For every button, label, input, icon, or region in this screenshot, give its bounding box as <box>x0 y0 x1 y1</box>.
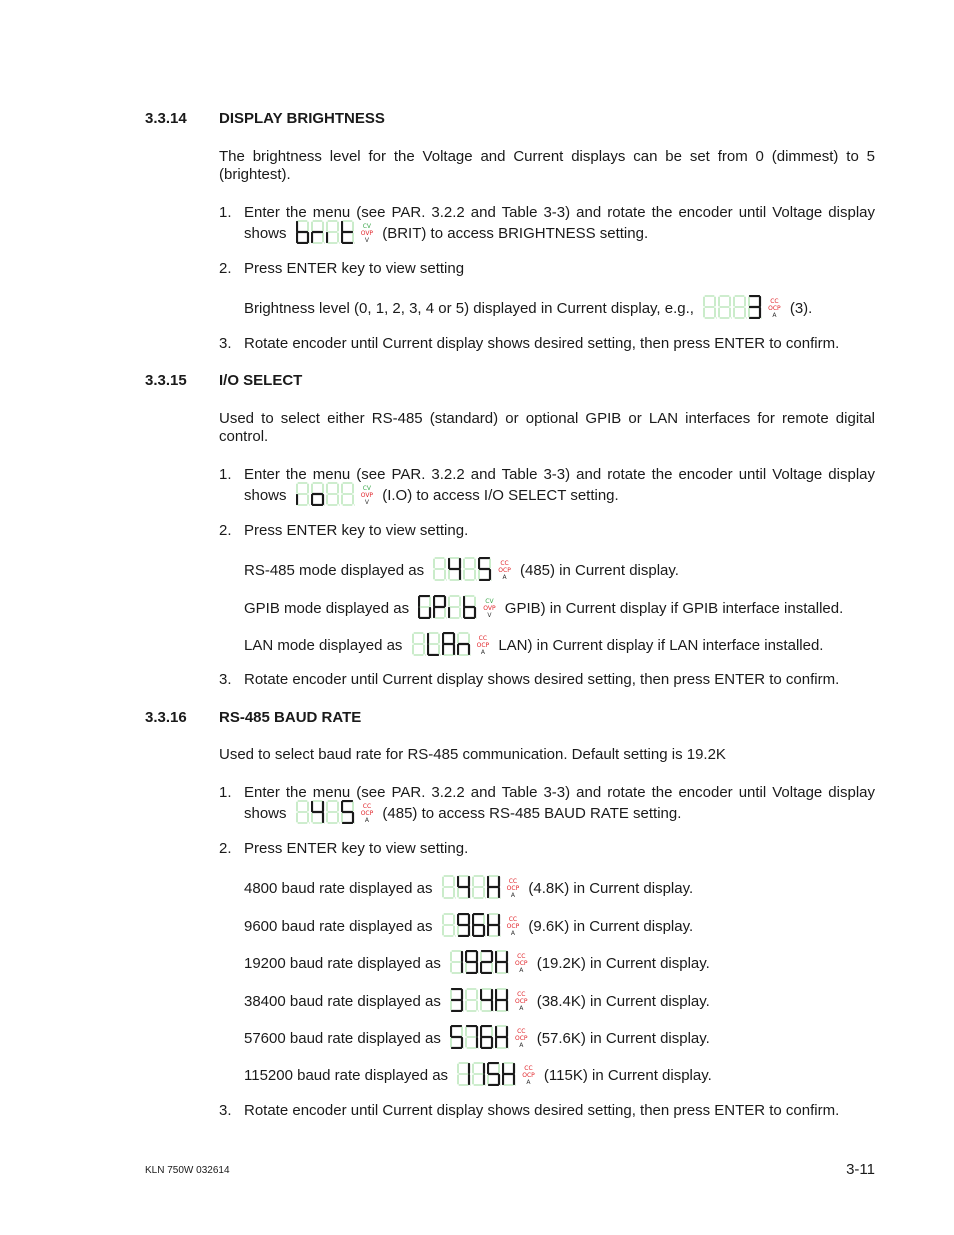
baud-text: 19200 baud rate displayed as <box>244 954 441 972</box>
indicator-label: A <box>510 892 515 899</box>
seven-segment-digit <box>478 557 492 581</box>
step-text: Press ENTER key to view setting <box>244 260 465 277</box>
seven-segment-digit <box>718 295 732 319</box>
indicator-label: A <box>519 1005 524 1012</box>
indicator-label: A <box>510 930 515 937</box>
seven-segment-digit <box>502 1062 516 1086</box>
baud-line <box>244 915 693 939</box>
section-intro: The brightness level for the Voltage and Current displays can be set from 0 (dimmest) to 5 (brightest). <box>219 148 875 183</box>
indicator-label: A <box>519 967 524 974</box>
display-digits <box>412 632 471 656</box>
mode-indicators <box>515 991 528 1012</box>
indicator-label: CC <box>508 916 518 923</box>
step-3 <box>219 671 875 689</box>
seven-segment-digit <box>463 595 477 619</box>
step-text: Rotate encoder until Current display shows desired setting, then press ENTER to confirm. <box>244 671 840 688</box>
baud-line <box>244 1027 710 1051</box>
display-digits <box>296 482 355 506</box>
current-display <box>442 913 520 937</box>
baud-text: 38400 baud rate displayed as <box>244 992 441 1010</box>
seven-segment-digit <box>326 800 340 824</box>
step-2 <box>219 522 875 540</box>
current-display <box>450 988 528 1012</box>
step-number: 1. <box>219 466 232 483</box>
mode-indicators <box>477 635 490 656</box>
indicator-label: CV <box>485 598 494 605</box>
step-text-tail: (BRIT) to access BRIGHTNESS setting. <box>382 224 649 242</box>
indicator-label: OCP <box>476 642 490 649</box>
current-display <box>442 875 520 899</box>
baud-text-tail: (38.4K) in Current display. <box>536 992 710 1010</box>
current-display <box>418 595 495 619</box>
baud-line <box>244 990 710 1014</box>
step-text: Enter the menu (see PAR. 3.2.2 and Table 3-3) and rotate the encoder until Voltage display shows <box>244 204 875 242</box>
step-text-tail: (485) to access RS-485 BAUD RATE setting. <box>382 804 682 822</box>
step-number: 3. <box>219 1102 232 1119</box>
footer-page-number: 3-11 <box>846 1161 875 1178</box>
seven-segment-digit <box>450 950 464 974</box>
seven-segment-digit <box>463 557 477 581</box>
seven-segment-digit <box>472 875 486 899</box>
sub-text-tail: GPIB) in Current display if GPIB interface installed. <box>504 599 844 617</box>
section-title: RS-485 BAUD RATE <box>219 709 362 726</box>
indicator-label: OVP <box>360 230 374 237</box>
voltage-display <box>296 220 373 244</box>
mode-indicators <box>507 916 520 937</box>
seven-segment-digit <box>311 220 325 244</box>
baud-text: 115200 baud rate displayed as <box>244 1066 449 1084</box>
indicator-label: OCP <box>506 885 520 892</box>
seven-segment-digit <box>465 988 479 1012</box>
indicator-label: CC <box>362 803 372 810</box>
indicator-label: CC <box>524 1065 533 1072</box>
current-display <box>450 1025 528 1049</box>
sub-text-tail: LAN) in Current display if LAN interface installed. <box>498 636 824 654</box>
seven-segment-digit <box>495 1025 509 1049</box>
step-text: Press ENTER key to view setting. <box>244 840 469 857</box>
baud-text: 9600 baud rate displayed as <box>244 917 433 935</box>
seven-segment-digit <box>427 632 441 656</box>
baud-text-tail: (57.6K) in Current display. <box>536 1029 710 1047</box>
seven-segment-digit <box>433 595 447 619</box>
mode-indicators <box>522 1065 535 1086</box>
indicator-label: OCP <box>498 567 511 574</box>
display-digits <box>442 875 501 899</box>
seven-segment-digit <box>311 800 325 824</box>
seven-segment-digit <box>418 595 432 619</box>
seven-segment-digit <box>487 913 501 937</box>
seven-segment-digit <box>733 295 747 319</box>
seven-segment-digit <box>311 482 325 506</box>
seven-segment-digit <box>457 875 471 899</box>
step-number: 1. <box>219 784 232 801</box>
sub-line <box>244 559 679 583</box>
section-number: 3.3.14 <box>145 110 187 127</box>
step-text: Press ENTER key to view setting. <box>244 522 469 539</box>
step-number: 2. <box>219 260 232 277</box>
step-number: 3. <box>219 671 232 688</box>
seven-segment-digit <box>465 1025 479 1049</box>
baud-text-tail: (4.8K) in Current display. <box>528 879 694 897</box>
indicator-label: CC <box>770 298 779 305</box>
step-3 <box>219 1102 875 1120</box>
step-number: 3. <box>219 335 232 352</box>
seven-segment-digit <box>450 1025 464 1049</box>
mode-indicators <box>361 803 374 824</box>
sub-text: GPIB mode displayed as <box>244 599 410 617</box>
indicator-label: A <box>502 574 507 581</box>
seven-segment-digit <box>296 800 310 824</box>
seven-segment-digit <box>457 913 471 937</box>
indicator-label: OCP <box>506 923 520 930</box>
indicator-label: OCP <box>515 960 528 967</box>
seven-segment-digit <box>495 988 509 1012</box>
seven-segment-digit <box>495 950 509 974</box>
indicator-label: A <box>526 1079 531 1086</box>
baud-text-tail: (9.6K) in Current display. <box>528 917 694 935</box>
step-2 <box>219 260 875 278</box>
sub-line <box>244 297 812 321</box>
seven-segment-digit <box>296 482 310 506</box>
seven-segment-digit <box>450 988 464 1012</box>
mode-indicators <box>361 485 373 506</box>
baud-text: 4800 baud rate displayed as <box>244 879 433 897</box>
current-display <box>703 295 781 319</box>
baud-line <box>244 877 693 901</box>
sub-line <box>244 597 843 621</box>
indicator-label: V <box>364 499 369 506</box>
seven-segment-digit <box>341 220 355 244</box>
voltage-display <box>296 482 373 506</box>
sub-text-tail: (3). <box>789 299 813 317</box>
step-text: Rotate encoder until Current display shows desired setting, then press ENTER to confirm. <box>244 335 840 352</box>
indicator-label: CC <box>508 878 518 885</box>
display-digits <box>450 950 509 974</box>
indicator-label: A <box>519 1042 524 1049</box>
seven-segment-digit <box>448 595 462 619</box>
step-text-tail: (I.O) to access I/O SELECT setting. <box>382 486 619 504</box>
mode-indicators <box>483 598 495 619</box>
current-display <box>296 800 374 824</box>
indicator-label: A <box>772 312 777 319</box>
seven-segment-digit <box>465 950 479 974</box>
section-number: 3.3.16 <box>145 709 187 726</box>
indicator-label: CV <box>362 223 372 230</box>
mode-indicators <box>768 298 781 319</box>
section-number: 3.3.15 <box>145 372 187 389</box>
mode-indicators <box>498 560 511 581</box>
section-intro: Used to select baud rate for RS-485 communication. Default setting is 19.2K <box>219 746 726 763</box>
step-2 <box>219 840 875 858</box>
step-1 <box>219 466 875 508</box>
seven-segment-digit <box>480 1025 494 1049</box>
step-1 <box>219 204 875 246</box>
seven-segment-digit <box>703 295 717 319</box>
indicator-label: CC <box>517 991 526 998</box>
sub-text-tail: (485) in Current display. <box>519 561 679 579</box>
seven-segment-digit <box>472 1062 486 1086</box>
section-intro: Used to select either RS-485 (standard) or optional GPIB or LAN interfaces for remote digital control. <box>219 410 875 445</box>
step-text: Enter the menu (see PAR. 3.2.2 and Table 3-3) and rotate the encoder until Voltage display shows <box>244 466 875 504</box>
display-digits <box>442 913 501 937</box>
seven-segment-digit <box>442 875 456 899</box>
seven-segment-digit <box>341 482 355 506</box>
seven-segment-digit <box>487 875 501 899</box>
baud-text: 57600 baud rate displayed as <box>244 1029 441 1047</box>
indicator-label: V <box>487 612 492 619</box>
indicator-label: CC <box>517 953 526 960</box>
baud-text-tail: (19.2K) in Current display. <box>536 954 710 972</box>
seven-segment-digit <box>412 632 426 656</box>
seven-segment-digit <box>448 557 462 581</box>
baud-text-tail: (115K) in Current display. <box>543 1066 712 1084</box>
indicator-label: OCP <box>515 1035 528 1042</box>
seven-segment-digit <box>457 632 471 656</box>
baud-line <box>244 1064 712 1088</box>
indicator-label: OCP <box>768 305 781 312</box>
display-digits <box>450 988 509 1012</box>
current-display <box>450 950 528 974</box>
section-title: I/O SELECT <box>219 372 303 389</box>
indicator-label: A <box>364 817 370 824</box>
sub-text: LAN mode displayed as <box>244 636 403 654</box>
indicator-label: CV <box>362 485 372 492</box>
step-text: Enter the menu (see PAR. 3.2.2 and Table 3-3) and rotate the encoder until Voltage display shows <box>244 784 875 822</box>
mode-indicators <box>515 1028 528 1049</box>
seven-segment-digit <box>480 988 494 1012</box>
mode-indicators <box>507 878 520 899</box>
indicator-label: OCP <box>522 1072 535 1079</box>
indicator-label: A <box>480 649 485 656</box>
seven-segment-digit <box>326 482 340 506</box>
display-digits <box>703 295 762 319</box>
mode-indicators <box>361 223 373 244</box>
indicator-label: CC <box>478 635 488 642</box>
display-digits <box>433 557 492 581</box>
display-digits <box>457 1062 516 1086</box>
indicator-label: CC <box>517 1028 526 1035</box>
indicator-label: OVP <box>483 605 496 612</box>
indicator-label: CC <box>500 560 509 567</box>
step-3 <box>219 335 875 353</box>
indicator-label: OCP <box>515 998 528 1005</box>
seven-segment-digit <box>326 220 340 244</box>
display-digits <box>296 800 355 824</box>
current-display <box>457 1062 535 1086</box>
step-1 <box>219 784 875 826</box>
sub-line <box>244 634 823 658</box>
seven-segment-digit <box>341 800 355 824</box>
indicator-label: V <box>364 237 369 244</box>
seven-segment-digit <box>472 913 486 937</box>
sub-text: Brightness level (0, 1, 2, 3, 4 or 5) displayed in Current display, e.g., <box>244 299 694 317</box>
display-digits <box>450 1025 509 1049</box>
seven-segment-digit <box>748 295 762 319</box>
indicator-label: OVP <box>360 492 374 499</box>
footer-doc-id: KLN 750W 032614 <box>145 1165 230 1176</box>
seven-segment-digit <box>457 1062 471 1086</box>
seven-segment-digit <box>487 1062 501 1086</box>
step-number: 2. <box>219 522 232 539</box>
indicator-label: OCP <box>360 810 374 817</box>
seven-segment-digit <box>442 913 456 937</box>
step-text: Rotate encoder until Current display shows desired setting, then press ENTER to confirm. <box>244 1102 840 1119</box>
step-number: 2. <box>219 840 232 857</box>
seven-segment-digit <box>296 220 310 244</box>
section-title: DISPLAY BRIGHTNESS <box>219 110 385 127</box>
current-display <box>412 632 490 656</box>
sub-text: RS-485 mode displayed as <box>244 561 425 579</box>
step-number: 1. <box>219 204 232 221</box>
seven-segment-digit <box>480 950 494 974</box>
current-display <box>433 557 511 581</box>
display-digits <box>418 595 477 619</box>
baud-line <box>244 952 710 976</box>
display-digits <box>296 220 355 244</box>
mode-indicators <box>515 953 528 974</box>
seven-segment-digit <box>442 632 456 656</box>
seven-segment-digit <box>433 557 447 581</box>
